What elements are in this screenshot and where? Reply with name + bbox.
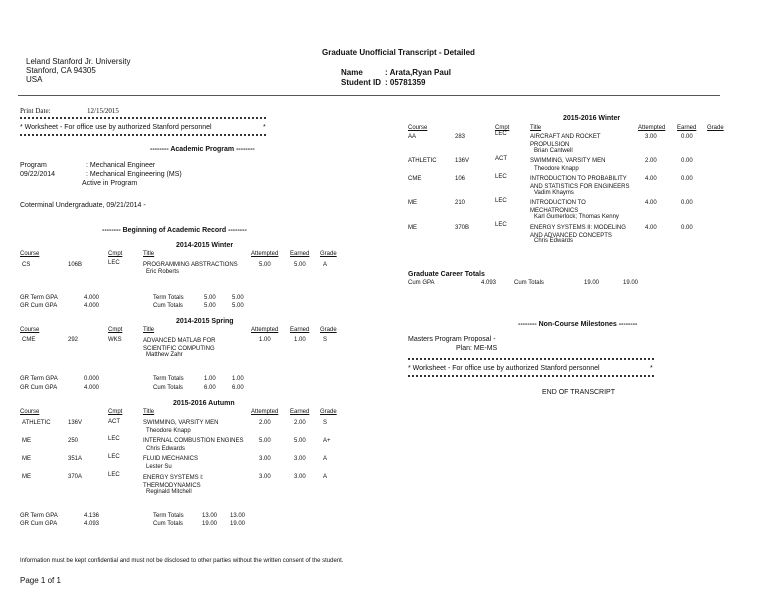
course-subject: ME xyxy=(22,456,31,462)
course-attempted: 2.00 xyxy=(259,420,271,426)
term-attempted: 5.00 xyxy=(204,295,216,301)
course-subject: ME xyxy=(408,225,417,231)
col-cmpt: Cmpt xyxy=(108,409,123,415)
career-cum-attempted: 19.00 xyxy=(584,280,600,286)
course-earned: 1.00 xyxy=(294,337,306,343)
course-attempted: 5.00 xyxy=(259,438,271,444)
course-component: ACT xyxy=(108,419,120,425)
term-earned: 5.00 xyxy=(232,295,244,301)
term-totals-label: Term Totals xyxy=(153,295,184,301)
col-attempted: Attempted xyxy=(251,409,279,415)
cum-totals-label: Cum Totals xyxy=(153,303,183,309)
col-grade: Grade xyxy=(320,251,337,257)
term-attempted: 13.00 xyxy=(202,513,218,519)
col-earned: Earned xyxy=(290,327,310,333)
course-number: 250 xyxy=(68,438,79,444)
career-cum-earned: 19.00 xyxy=(623,280,639,286)
worksheet-note: * Worksheet - For office use by authorized Stanford personnel xyxy=(20,124,212,131)
career-cum-gpa-value: 4.093 xyxy=(481,280,497,286)
program-value: : Mechanical Engineer xyxy=(86,162,156,169)
col-title: Title xyxy=(143,251,155,257)
cum-earned: 19.00 xyxy=(230,521,246,527)
col-attempted: Attempted xyxy=(638,125,666,131)
course-attempted: 1.00 xyxy=(259,337,271,343)
course-subject: CS xyxy=(22,262,31,268)
cum-gpa-value: 4.000 xyxy=(84,303,100,309)
course-attempted: 4.00 xyxy=(645,176,657,182)
course-instructor: Chris Edwards xyxy=(146,446,186,452)
course-number: 370B xyxy=(455,225,470,231)
term-totals-label: Term Totals xyxy=(153,513,184,519)
course-component: WKS xyxy=(108,337,122,343)
col-title: Title xyxy=(530,125,542,131)
course-earned: 2.00 xyxy=(294,420,306,426)
header-divider xyxy=(18,95,720,96)
course-attempted: 4.00 xyxy=(645,225,657,231)
col-title: Title xyxy=(143,409,155,415)
course-number: 106B xyxy=(68,262,83,268)
course-attempted: 4.00 xyxy=(645,200,657,206)
cum-gpa-value: 4.093 xyxy=(84,521,100,527)
coterm-note: Coterminal Undergraduate, 09/21/2014 - xyxy=(20,202,146,209)
term-gpa-label: GR Term GPA xyxy=(20,376,58,382)
career-cum-gpa-label: Cum GPA xyxy=(408,280,435,286)
col-cmpt: Cmpt xyxy=(108,251,123,257)
term-gpa-label: GR Term GPA xyxy=(20,295,58,301)
cum-attempted: 19.00 xyxy=(202,521,218,527)
course-title: ENERGY SYSTEMS II: MODELING AND ADVANCED CONCEPTS xyxy=(530,225,626,239)
course-earned: 0.00 xyxy=(681,176,693,182)
term-name: 2015-2016 Autumn xyxy=(173,400,235,407)
career-totals-heading: Graduate Career Totals xyxy=(408,271,485,278)
course-instructor: Karl Gumerlock; Thomas Kenny xyxy=(534,214,619,220)
career-cum-totals-label: Cum Totals xyxy=(514,280,544,286)
course-component: LEC xyxy=(495,198,507,204)
page-number: Page 1 of 1 xyxy=(20,576,61,585)
term-gpa-value: 4.136 xyxy=(84,513,100,519)
cum-gpa-label: GR Cum GPA xyxy=(20,521,58,527)
course-instructor: Theodore Knapp xyxy=(146,428,191,434)
col-course: Course xyxy=(20,409,40,415)
cum-attempted: 5.00 xyxy=(204,303,216,309)
course-attempted: 2.00 xyxy=(645,158,657,164)
course-title: INTRODUCTION TO PROBABILITY AND STATISTICS FOR ENGINEERS xyxy=(530,176,630,190)
course-number: 136V xyxy=(455,158,470,164)
cum-gpa-label: GR Cum GPA xyxy=(20,385,58,391)
course-component: LEC xyxy=(108,260,120,266)
program-plan: : Mechanical Engineering (MS) xyxy=(86,171,182,178)
term-earned: 13.00 xyxy=(230,513,246,519)
course-number: 106 xyxy=(455,176,466,182)
course-instructor: Theodore Knapp xyxy=(534,166,579,172)
dotted-rule xyxy=(20,134,266,138)
program-status: Active in Program xyxy=(82,180,138,187)
milestones-heading: -------- Non-Course Milestones -------- xyxy=(518,321,638,328)
print-date-value: 12/15/2015 xyxy=(87,107,119,115)
course-number: 136V xyxy=(68,420,83,426)
col-cmpt: Cmpt xyxy=(495,125,510,131)
col-earned: Earned xyxy=(290,251,310,257)
course-grade: A xyxy=(323,262,328,268)
milestone-line: Masters Program Proposal - xyxy=(408,336,496,343)
document-title: Graduate Unofficial Transcript - Detailed xyxy=(322,48,475,57)
course-title: AIRCRAFT AND ROCKET PROPULSION xyxy=(530,134,601,148)
term-name: 2014-2015 Winter xyxy=(176,242,234,249)
course-subject: ME xyxy=(22,474,31,480)
course-number: 210 xyxy=(455,200,466,206)
course-component: LEC xyxy=(495,222,507,228)
course-title: INTRODUCTION TO MECHATRONICS xyxy=(530,200,586,214)
course-instructor: Lester Su xyxy=(146,464,172,470)
dotted-rule xyxy=(408,375,654,379)
course-earned: 3.00 xyxy=(294,456,306,462)
record-begin-heading: -------- Beginning of Academic Record -------- xyxy=(102,227,247,234)
course-grade: S xyxy=(323,420,328,426)
term-totals-label: Term Totals xyxy=(153,376,184,382)
program-date: 09/22/2014 xyxy=(20,171,56,178)
term-name: 2014-2015 Spring xyxy=(176,318,234,325)
course-subject: ATHLETIC xyxy=(22,420,51,426)
term-name: 2015-2016 Winter xyxy=(563,115,621,122)
cum-attempted: 6.00 xyxy=(204,385,216,391)
course-component: LEC xyxy=(108,454,120,460)
col-course: Course xyxy=(408,125,428,131)
course-earned: 5.00 xyxy=(294,438,306,444)
term-earned: 1.00 xyxy=(232,376,244,382)
course-attempted: 3.00 xyxy=(259,456,271,462)
course-subject: AA xyxy=(408,134,417,140)
course-instructor: Brian Cantwell xyxy=(534,148,573,154)
col-grade: Grade xyxy=(320,409,337,415)
course-subject: CME xyxy=(22,337,36,343)
course-number: 292 xyxy=(68,337,79,343)
col-course: Course xyxy=(20,251,40,257)
col-earned: Earned xyxy=(677,125,697,131)
col-grade: Grade xyxy=(707,125,724,131)
course-component: LEC xyxy=(108,472,120,478)
confidentiality-notice: Information must be kept confidential and must not be disclosed to other parties without the written consent of the student. xyxy=(20,558,344,564)
course-number: 370A xyxy=(68,474,83,480)
milestone-plan: Plan: ME-MS xyxy=(456,345,498,352)
cum-gpa-value: 4.000 xyxy=(84,385,100,391)
course-earned: 0.00 xyxy=(681,158,693,164)
course-number: 283 xyxy=(455,134,466,140)
course-title: FLUID MECHANICS xyxy=(143,456,199,462)
term-gpa-value: 0.000 xyxy=(84,376,100,382)
course-grade: A xyxy=(323,474,328,480)
course-title: INTERNAL COMBUSTION ENGINES xyxy=(143,438,244,444)
university-country: USA xyxy=(26,75,43,84)
course-grade: A+ xyxy=(323,438,331,444)
course-instructor: Vadim Khayms xyxy=(534,190,574,196)
cum-gpa-label: GR Cum GPA xyxy=(20,303,58,309)
term-gpa-value: 4.000 xyxy=(84,295,100,301)
course-attempted: 3.00 xyxy=(259,474,271,480)
col-grade: Grade xyxy=(320,327,337,333)
student-id-value: : 05781359 xyxy=(385,78,426,87)
course-attempted: 5.00 xyxy=(259,262,271,268)
course-number: 351A xyxy=(68,456,83,462)
course-instructor: Chris Edwards xyxy=(534,238,574,244)
course-earned: 5.00 xyxy=(294,262,306,268)
course-attempted: 3.00 xyxy=(645,134,657,140)
course-title: SWIMMING, VARSITY MEN xyxy=(530,158,606,164)
cum-totals-label: Cum Totals xyxy=(153,521,183,527)
col-cmpt: Cmpt xyxy=(108,327,123,333)
course-component: ACT xyxy=(495,156,507,162)
course-earned: 0.00 xyxy=(681,200,693,206)
cum-earned: 5.00 xyxy=(232,303,244,309)
print-date-label: Print Date: xyxy=(20,107,51,115)
cum-earned: 6.00 xyxy=(232,385,244,391)
course-instructor: Reginald Mitchell xyxy=(146,489,192,495)
student-id-label: Student ID xyxy=(341,78,381,87)
academic-program-heading: -------- Academic Program -------- xyxy=(150,146,255,153)
course-component: LEC xyxy=(495,131,507,137)
col-earned: Earned xyxy=(290,409,310,415)
col-attempted: Attempted xyxy=(251,251,279,257)
course-title: ENERGY SYSTEMS I: THERMODYNAMICS xyxy=(143,475,204,489)
name-value: : Arata,Ryan Paul xyxy=(385,68,451,77)
course-earned: 0.00 xyxy=(681,134,693,140)
course-subject: ME xyxy=(22,438,31,444)
asterisk: * xyxy=(650,365,653,372)
course-earned: 0.00 xyxy=(681,225,693,231)
end-of-transcript: END OF TRANSCRIPT xyxy=(542,389,615,396)
col-course: Course xyxy=(20,327,40,333)
course-earned: 3.00 xyxy=(294,474,306,480)
col-title: Title xyxy=(143,327,155,333)
dotted-rule xyxy=(20,117,266,121)
worksheet-note: * Worksheet - For office use by authorized Stanford personnel xyxy=(408,365,600,372)
course-grade: S xyxy=(323,337,328,343)
course-instructor: Eric Roberts xyxy=(146,269,180,275)
cum-totals-label: Cum Totals xyxy=(153,385,183,391)
course-subject: ME xyxy=(408,200,417,206)
course-title: PROGRAMMING ABSTRACTIONS xyxy=(143,262,238,268)
col-attempted: Attempted xyxy=(251,327,279,333)
asterisk: * xyxy=(263,124,266,131)
program-label: Program xyxy=(20,162,47,169)
course-component: LEC xyxy=(108,436,120,442)
course-title: ADVANCED MATLAB FOR SCIENTIFIC COMPUTING xyxy=(143,338,216,352)
course-title: SWIMMING, VARSITY MEN xyxy=(143,420,219,426)
dotted-rule xyxy=(408,358,654,362)
course-instructor: Matthew Zahr xyxy=(146,352,183,358)
university-city: Stanford, CA 94305 xyxy=(26,66,96,75)
course-component: LEC xyxy=(495,174,507,180)
term-gpa-label: GR Term GPA xyxy=(20,513,58,519)
course-grade: A xyxy=(323,456,328,462)
term-attempted: 1.00 xyxy=(204,376,216,382)
name-label: Name xyxy=(341,68,363,77)
course-subject: ATHLETIC xyxy=(408,158,437,164)
course-subject: CME xyxy=(408,176,422,182)
university-name: Leland Stanford Jr. University xyxy=(26,57,131,66)
